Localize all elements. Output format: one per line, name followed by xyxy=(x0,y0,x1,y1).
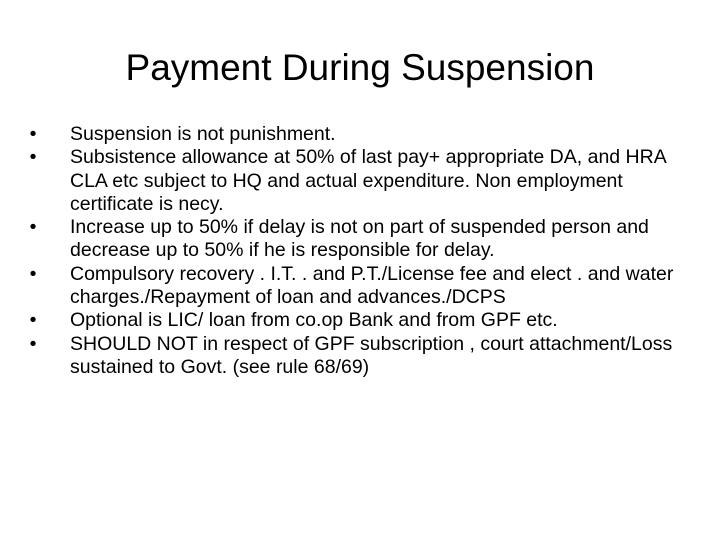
bullet-text: Optional is LIC/ loan from co.op Bank and from GPF etc. xyxy=(70,309,558,332)
bullet-text: Subsistence allowance at 50% of last pay+ appropriate DA, and HRA CLA etc subject to HQ and actual expenditure. Non employment certificate is necy. xyxy=(70,146,666,215)
list-item xyxy=(26,309,676,332)
list-item xyxy=(26,263,676,310)
bullet-list xyxy=(26,123,676,379)
list-item xyxy=(26,146,676,216)
bullet-icon: • xyxy=(29,216,37,239)
bullet-text: Suspension is not punishment. xyxy=(70,123,336,145)
bullet-text: Compulsory recovery . I.T. . and P.T./License fee and elect . and water charges./Repayment of loan and advances./DCPS xyxy=(70,262,674,309)
bullet-icon: • xyxy=(29,123,37,145)
bullet-icon: • xyxy=(29,146,37,169)
slide-title: Payment During Suspension xyxy=(125,47,595,88)
list-item xyxy=(26,123,676,146)
bullet-text: Increase up to 50% if delay is not on part of suspended person and decrease up to 50% if he is responsible for delay. xyxy=(70,216,649,262)
bullet-icon: • xyxy=(29,332,37,355)
bullet-icon: • xyxy=(29,309,37,332)
bullet-icon: • xyxy=(29,262,37,285)
bullet-text: SHOULD NOT in respect of GPF subscription , court attachment/Loss sustained to Govt. (see rule 68/69) xyxy=(70,332,673,378)
list-item xyxy=(26,333,676,380)
list-item xyxy=(26,216,676,263)
